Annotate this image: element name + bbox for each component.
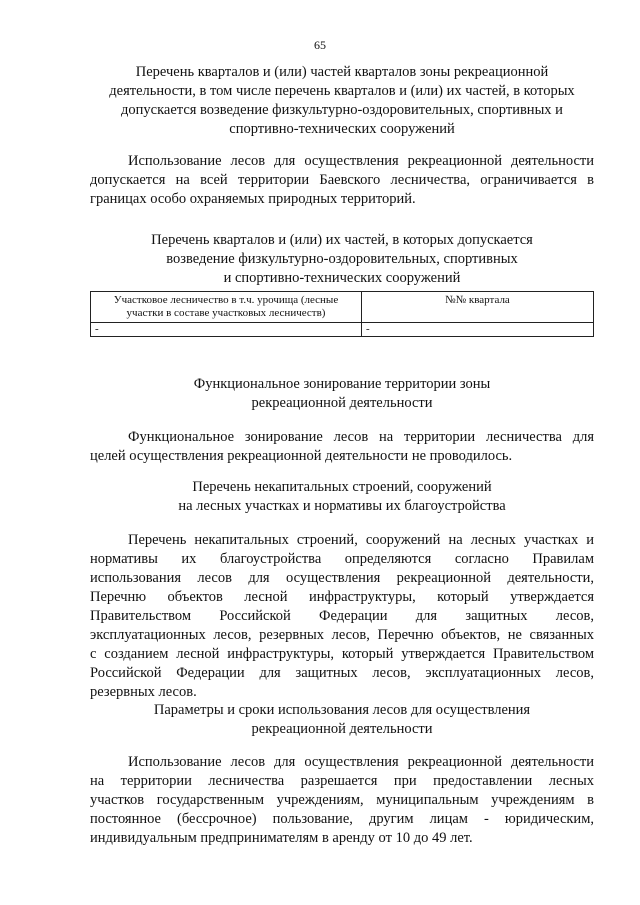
paragraph-functional-zoning	[90, 428, 594, 466]
paragraph-line: использования лесов для осуществления рекреационной деятельности,	[90, 570, 594, 586]
heading-line: на лесных участках и нормативы их благоустройства	[178, 498, 506, 514]
paragraph-line: границах особо охраняемых природных территорий.	[90, 191, 416, 207]
heading-line: рекреационной деятельности	[251, 721, 433, 737]
paragraph-line: Российской Федерации для защитных лесов, эксплуатационных лесов,	[90, 665, 594, 681]
paragraph-line: резервных лесов.	[90, 684, 197, 700]
heading-line: Перечень кварталов и (или) частей кварталов зоны рекреационной	[135, 64, 549, 80]
paragraph-line: с созданием лесной инфраструктуры, который утверждается Правительством	[90, 646, 594, 662]
heading-non-capital-structures	[90, 478, 594, 516]
paragraph-line: Перечень некапитальных строений, сооружений на лесных участках и	[128, 532, 594, 548]
heading-line: Параметры и сроки использования лесов для осуществления	[153, 702, 531, 718]
heading-line: рекреационной деятельности	[251, 395, 433, 411]
table-header-quarter-numbers: №№ квартала	[362, 292, 594, 323]
heading-line: Перечень кварталов и (или) их частей, в которых допускается	[151, 232, 533, 248]
heading-functional-zoning	[90, 375, 594, 413]
page-number: 65	[314, 38, 326, 52]
paragraph-non-capital-structures	[90, 531, 594, 702]
heading-line: деятельности, в том числе перечень кварталов и (или) их частей, в которых	[109, 83, 575, 99]
table-cell: -	[362, 323, 594, 337]
paragraph-forest-use-territory	[90, 152, 594, 209]
heading-quarters-sports-facilities	[90, 231, 594, 288]
paragraph-line: целей осуществления рекреационной деятельности не проводилось.	[90, 448, 513, 464]
table-cell: -	[91, 323, 362, 337]
paragraph-line: участков государственным учреждениям, муниципальным учреждениям в	[90, 792, 594, 808]
table-header-forestry: Участковое лесничество в т.ч. урочища (лесные участки в составе участковых лесничеств)	[91, 292, 362, 323]
heading-line: Функциональное зонирование территории зоны	[193, 376, 491, 392]
paragraph-line: допускается на всей территории Баевского лесничества, ограничивается в	[90, 172, 594, 188]
quarters-table	[90, 291, 594, 337]
paragraph-parameters-terms	[90, 753, 594, 848]
heading-line: Перечень некапитальных строений, сооружений	[192, 479, 492, 495]
paragraph-line: на территории лесничества разрешается при предоставлении лесных	[90, 773, 594, 789]
table-header-row	[91, 292, 594, 323]
paragraph-line: Использование лесов для осуществления рекреационной деятельности	[128, 153, 594, 169]
paragraph-line: Правительством Российской Федерации для защитных лесов,	[90, 608, 594, 624]
heading-recreation-zone-quarters	[90, 63, 594, 139]
paragraph-line: постоянное (бессрочное) пользование, другим лицам - юридическим,	[90, 811, 594, 827]
paragraph-line: эксплуатационных лесов, резервных лесов, Перечню объектов, не связанных	[90, 627, 594, 643]
heading-line: спортивно-технических сооружений	[229, 121, 455, 137]
paragraph-line: Использование лесов для осуществления рекреационной деятельности	[128, 754, 594, 770]
table-row	[91, 323, 594, 337]
heading-line: и спортивно-технических сооружений	[223, 270, 461, 286]
paragraph-line: индивидуальным предпринимателям в аренду от 10 до 49 лет.	[90, 830, 473, 846]
heading-line: допускается возведение физкультурно-оздоровительных, спортивных и	[121, 102, 563, 118]
paragraph-line: Функциональное зонирование лесов на территории лесничества для	[128, 429, 594, 445]
heading-line: возведение физкультурно-оздоровительных, спортивных	[166, 251, 518, 267]
paragraph-line: Перечню объектов лесной инфраструктуры, который утверждается	[90, 589, 594, 605]
paragraph-line: нормативы их благоустройства определяются согласно Правилам	[90, 551, 594, 567]
heading-parameters-terms	[90, 701, 594, 739]
